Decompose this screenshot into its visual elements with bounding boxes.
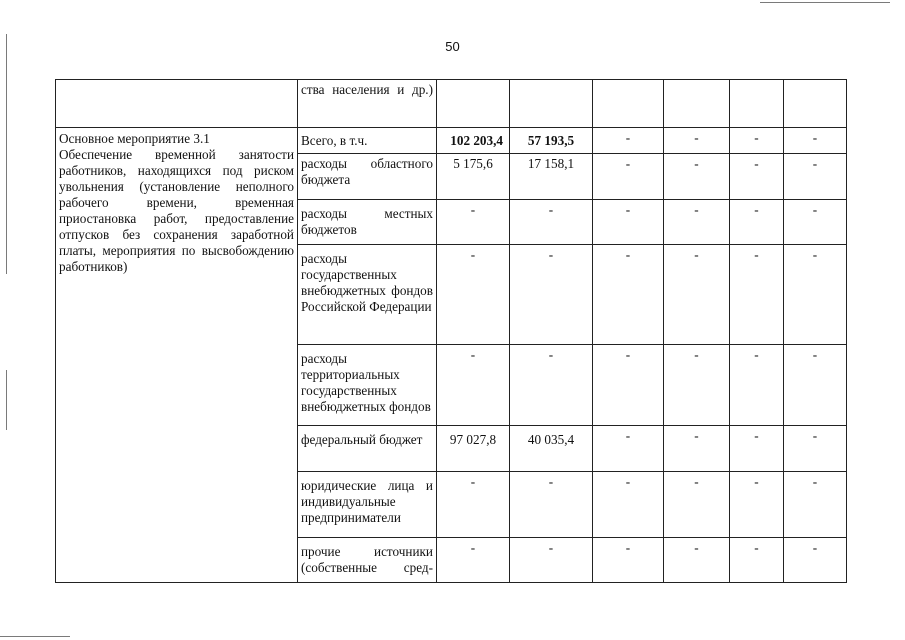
- value-cell: 5 175,6: [437, 154, 510, 200]
- source-cell: федеральный бюджет: [298, 426, 437, 472]
- value-cell: 17 158,1: [510, 154, 593, 200]
- value-cell: 102 203,4: [437, 128, 510, 154]
- value-cell: -: [730, 426, 784, 472]
- value-cell: -: [664, 472, 730, 538]
- budget-table: [55, 79, 847, 583]
- value-cell: -: [730, 200, 784, 245]
- value-cell: -: [664, 345, 730, 426]
- value-cell: -: [664, 426, 730, 472]
- value-cell-empty: [437, 80, 510, 128]
- value-cell: -: [664, 245, 730, 345]
- value-cell-empty: [784, 80, 847, 128]
- value-cell: -: [593, 128, 664, 154]
- value-cell: -: [510, 538, 593, 583]
- value-cell: -: [730, 154, 784, 200]
- value-cell: -: [730, 245, 784, 345]
- source-cell: юридические лица и индивидуальные предприниматели: [298, 472, 437, 538]
- value-cell: -: [593, 345, 664, 426]
- measure-description: Обеспечение временной занятости работников, находящихся под риском увольнения (установление неполного рабочего времени, временная приостановка работ, предоставление отпусков без сохранения заработной платы, мероприятия по высвобождению работников): [59, 147, 294, 274]
- table-row-continuation: [56, 80, 847, 128]
- value-cell: 57 193,5: [510, 128, 593, 154]
- source-cell: расходы областного бюджета: [298, 154, 437, 200]
- value-cell-empty: [730, 80, 784, 128]
- value-cell: -: [730, 128, 784, 154]
- value-cell: -: [593, 426, 664, 472]
- value-cell: -: [593, 154, 664, 200]
- value-cell: -: [437, 245, 510, 345]
- value-cell: -: [664, 154, 730, 200]
- value-cell-empty: [593, 80, 664, 128]
- value-cell: -: [730, 472, 784, 538]
- value-cell: -: [437, 538, 510, 583]
- value-cell: -: [784, 345, 847, 426]
- source-cell: Всего, в т.ч.: [298, 128, 437, 154]
- value-cell: -: [784, 426, 847, 472]
- value-cell: 40 035,4: [510, 426, 593, 472]
- value-cell: -: [510, 472, 593, 538]
- source-cell: прочие источники (собственные сред-: [298, 538, 437, 583]
- value-cell: -: [510, 245, 593, 345]
- table-row-total: [56, 128, 847, 154]
- source-cell: расходы территориальных государственных внебюджетных фондов: [298, 345, 437, 426]
- value-cell: -: [784, 472, 847, 538]
- value-cell: -: [437, 200, 510, 245]
- page-number: 50: [445, 39, 460, 54]
- value-cell: -: [437, 345, 510, 426]
- value-cell: -: [664, 538, 730, 583]
- value-cell: -: [593, 538, 664, 583]
- measure-cell: [56, 128, 298, 583]
- scan-left-edge-lower: [6, 370, 7, 430]
- value-cell: -: [437, 472, 510, 538]
- value-cell: -: [593, 472, 664, 538]
- scan-left-edge: [6, 34, 7, 274]
- value-cell: -: [784, 154, 847, 200]
- value-cell: -: [730, 345, 784, 426]
- scan-bottom-edge: [0, 636, 70, 637]
- value-cell: -: [730, 538, 784, 583]
- source-cell: расходы государственных внебюджетных фондов Российской Федерации: [298, 245, 437, 345]
- source-cell: расходы местных бюджетов: [298, 200, 437, 245]
- value-cell: -: [664, 200, 730, 245]
- measure-title: Основное мероприятие 3.1: [59, 131, 210, 146]
- source-cell: ства населения и др.): [298, 80, 437, 128]
- value-cell-empty: [510, 80, 593, 128]
- value-cell: 97 027,8: [437, 426, 510, 472]
- value-cell: -: [784, 538, 847, 583]
- value-cell: -: [510, 200, 593, 245]
- value-cell-empty: [664, 80, 730, 128]
- value-cell: -: [784, 245, 847, 345]
- value-cell: -: [593, 245, 664, 345]
- measure-cell-empty: [56, 80, 298, 128]
- value-cell: -: [784, 128, 847, 154]
- scan-top-edge: [760, 2, 890, 3]
- value-cell: -: [784, 200, 847, 245]
- value-cell: -: [510, 345, 593, 426]
- value-cell: -: [664, 128, 730, 154]
- value-cell: -: [593, 200, 664, 245]
